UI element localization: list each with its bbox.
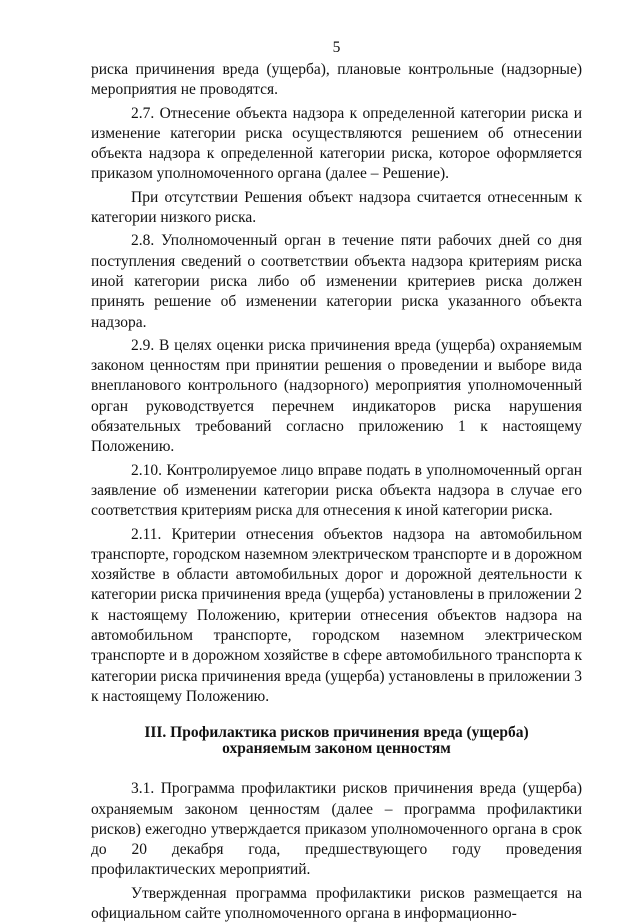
page-number: 5: [332, 39, 341, 56]
paragraph-3-1-note: Утвержденная программа профилактики рисков размещается на официальном сайте уполномоченного органа в информационно-: [91, 884, 582, 922]
section-3-heading: [91, 725, 582, 757]
section-3-heading-line-2: охраняемым законом ценностям: [222, 740, 451, 758]
paragraph-2-11: 2.11. Критерии отнесения объектов надзора на автомобильном транспорте, городском наземном электрическом транспорте и в дорожном хозяйстве в области автомобильных дорог и дорожной деятельности к категории риска причинения вреда (ущерба) установлены в приложении 2 к настоящему Положению, критерии отнесения объектов надзора на автомобильном транспорте, городском наземном электрическом транспорте и в дорожном хозяйстве в сфере автомобильного транспорта к категории риска причинения вреда (ущерба) установлены в приложении 3 к настоящему Положению.: [91, 525, 582, 705]
paragraph-2-9: 2.9. В целях оценки риска причинения вреда (ущерба) охраняемым законом ценностям при принятии решения о проведении и выборе вида внепланового контрольного (надзорного) мероприятия уполномоченный орган руководствуется перечнем индикаторов риска нарушения обязательных требований согласно приложению 1 к настоящему Положению.: [91, 336, 582, 456]
paragraph-3-1: 3.1. Программа профилактики рисков причинения вреда (ущерба) охраняемым законом ценностям (далее – программа профилактики рисков) ежегодно утверждается приказом уполномоченного органа в срок до 20 декабря года, предшествующего году проведения профилактических мероприятий.: [91, 780, 582, 879]
paragraph-2-7: 2.7. Отнесение объекта надзора к определенной категории риска и изменение категории риска осуществляются решением об отнесении объекта надзора к определенной категории риска, которое оформляется приказом уполномоченного органа (далее – Решение).: [91, 104, 582, 183]
text-block-bottom: [91, 779, 582, 924]
paragraph-2-7-note: При отсутствии Решения объект надзора считается отнесенным к категории низкого риска.: [91, 188, 582, 227]
section-3-heading-line-1: III. Профилактика рисков причинения вреда (ущерба): [144, 724, 529, 742]
paragraph-continuation: риска причинения вреда (ущерба), плановые контрольные (надзорные) мероприятия не проводятся.: [91, 61, 582, 99]
text-block-top: [91, 60, 582, 707]
paragraph-2-8: 2.8. Уполномоченный орган в течение пяти рабочих дней со дня поступления сведений о соответствии объекта надзора критериям риска иной категории риска либо об изменении критериев риска должен принять решение об изменении категории риска указанного объекта надзора.: [91, 232, 582, 331]
paragraph-2-10: 2.10. Контролируемое лицо вправе подать в уполномоченный орган заявление об изменении категории риска объекта надзора в случае его соответствия критериям риска для отнесения к иной категории риска.: [91, 461, 582, 520]
